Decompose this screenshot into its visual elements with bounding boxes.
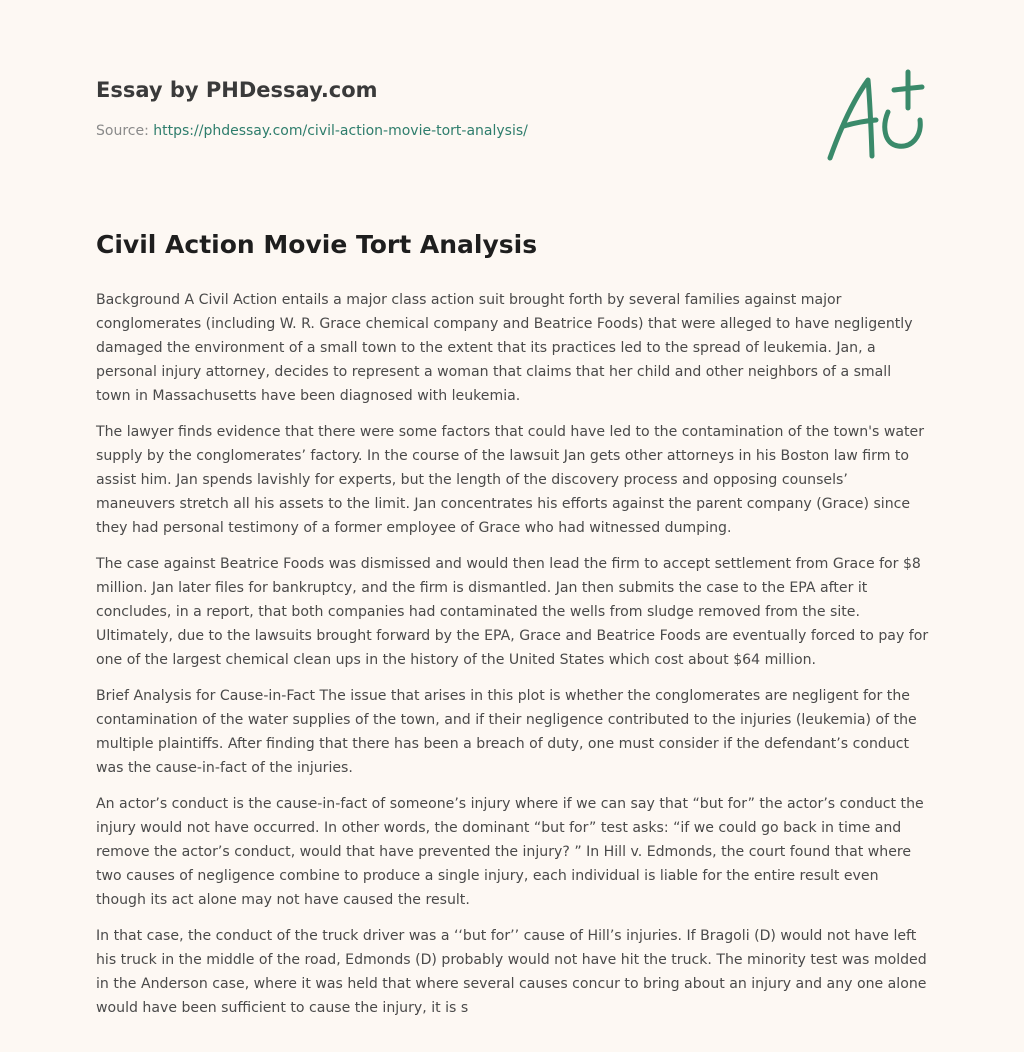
source-link[interactable]: https://phdessay.com/civil-action-movie-tort-analysis/ (153, 123, 528, 139)
site-title: Essay by PHDessay.com (96, 78, 378, 102)
essay-paragraph: Brief Analysis for Cause-in-Fact The issue that arises in this plot is whether the conglomerates are negligent for the contamination of the water supplies of the town, and if their negligence contributed to the injuries (leukemia) of the multiple plaintiffs. After finding that there has been a breach of duty, one must consider if the defendant’s conduct was the cause-in-fact of the injuries. (96, 688, 917, 776)
essay-paragraph: Background A Civil Action entails a major class action suit brought forth by several families against major conglomerates (including W. R. Grace chemical company and Beatrice Foods) that were alleged to have negligently damaged the environment of a small town to the extent that its practices led to the spread of leukemia. Jan, a personal injury attorney, decides to represent a woman that claims that her child and other neighbors of a small town in Massachusetts have been diagnosed with leukemia. (96, 292, 913, 404)
essay-body (96, 226, 930, 1032)
essay-title: Civil Action Movie Tort Analysis (96, 230, 538, 259)
a-plus-grade-icon (822, 68, 926, 164)
essay-paragraph: The lawyer finds evidence that there were some factors that could have led to the contamination of the town's water supply by the conglomerates’ factory. In the course of the lawsuit Jan gets other attorneys in his Boston law firm to assist him. Jan spends lavishly for experts, but the length of the discovery process and opposing counsels’ maneuvers stretch all his assets to the limit. Jan concentrates his efforts against the parent company (Grace) since they had personal testimony of a former employee of Grace who had witnessed dumping. (96, 424, 925, 536)
essay-paragraph: In that case, the conduct of the truck driver was a ‘‘but for’’ cause of Hill’s injuries. If Bragoli (D) would not have left his truck in the middle of the road, Edmonds (D) probably would not have hit the truck. The minority test was molded in the Anderson case, where it was held that where several causes concur to bring about an injury and any one alone would have been sufficient to cause the injury, it is s (96, 928, 927, 1016)
essay-paragraph: An actor’s conduct is the cause-in-fact of someone’s injury where if we can say that “but for” the actor’s conduct the injury would not have occurred. In other words, the dominant “but for” test asks: “if we could go back in time and remove the actor’s conduct, would that have prevented the injury? ” In Hill v. Edmonds, the court found that where two causes of negligence combine to produce a single injury, each individual is liable for the entire result even though its act alone may not have caused the result. (96, 796, 924, 908)
page-header (96, 74, 796, 141)
essay-paragraph: The case against Beatrice Foods was dismissed and would then lead the firm to accept settlement from Grace for $8 million. Jan later files for bankruptcy, and the firm is dismantled. Jan then submits the case to the EPA after it concludes, in a report, that both companies had contaminated the wells from sludge removed from the site. Ultimately, due to the lawsuits brought forward by the EPA, Grace and Beatrice Foods are eventually forced to pay for one of the largest chemical clean ups in the history of the United States which cost about $64 million. (96, 556, 929, 668)
source-line (96, 121, 796, 141)
source-label: Source: (96, 123, 149, 139)
